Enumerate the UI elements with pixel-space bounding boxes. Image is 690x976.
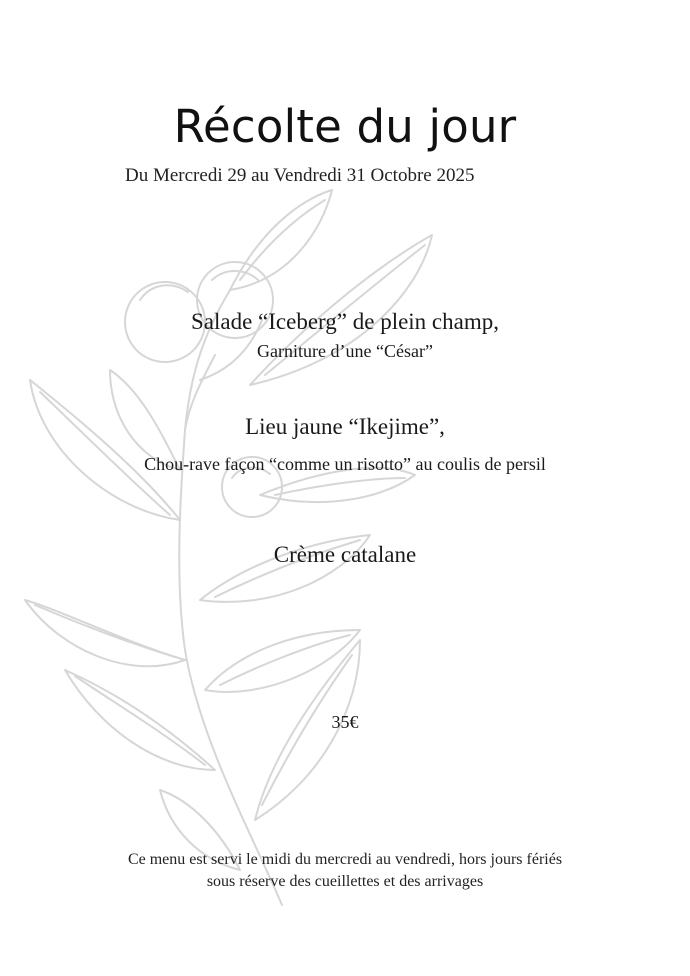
menu-title: Récolte du jour bbox=[173, 100, 517, 153]
dish-1-description: Garniture d’une “César” bbox=[257, 341, 433, 361]
footer-line-1: Ce menu est servi le midi du mercredi au vendredi, hors jours fériés bbox=[127, 851, 563, 868]
dish-2-description: Chou-rave façon “comme un risotto” au coulis de persil bbox=[144, 454, 546, 474]
dish-1-name: Salade “Iceberg” de plein champ, bbox=[190, 309, 499, 334]
menu-price: 35€ bbox=[331, 712, 359, 732]
footer-line-2: sous réserve des cueillettes et des arrivages bbox=[206, 873, 484, 890]
dish-2-name: Lieu jaune “Ikejime”, bbox=[245, 414, 445, 439]
dish-3-name: Crème catalane bbox=[273, 542, 417, 567]
menu-dates: Du Mercredi 29 au Vendredi 31 Octobre 2025 bbox=[125, 165, 475, 186]
